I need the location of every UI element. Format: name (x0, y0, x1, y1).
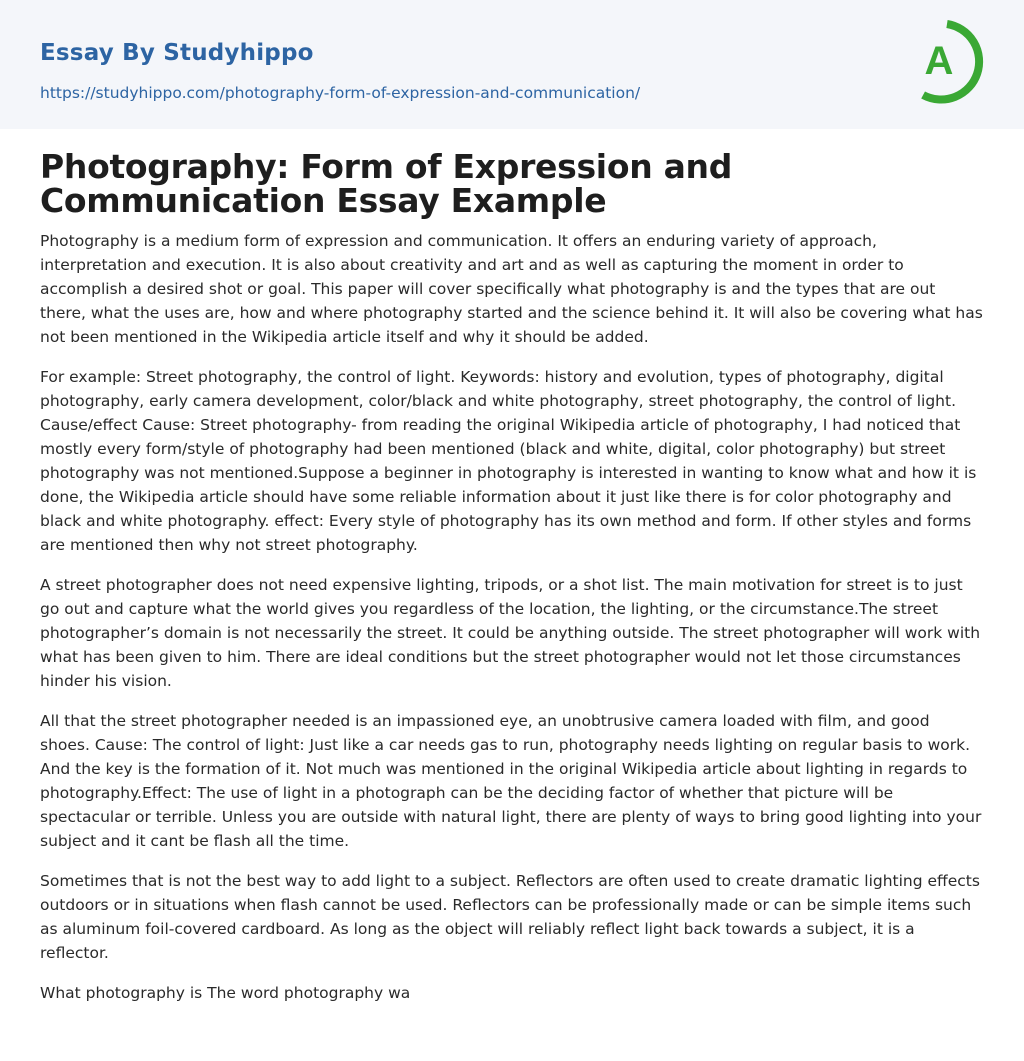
site-brand[interactable]: Essay By Studyhippo (40, 40, 314, 66)
site-header (0, 0, 1024, 129)
paragraph-1: Photography is a medium form of expression and communication. It offers an enduring variety of approach, interpretation and execution. It is also about creativity and art and as well as capturing the moment in order to accomplish a desired shot or goal. This paper will cover specifically what photography is and the types that are out there, what the uses are, how and where photography started and the science behind it. It will also be covering what has not been mentioned in the Wikipedia article itself and why it should be added. (40, 232, 983, 346)
studyhippo-logo-icon[interactable] (911, 18, 987, 106)
paragraph-3: A street photographer does not need expensive lighting, tripods, or a shot list. The main motivation for street is to just go out and capture what the world gives you regardless of the location, the lighting, or the circumstance.The street photographer’s domain is not necessarily the street. It could be anything outside. The street photographer will work with what has been given to him. There are ideal conditions but the street photographer would not let those circumstances hinder his vision. (40, 576, 981, 690)
paragraph-4: All that the street photographer needed is an impassioned eye, an unobtrusive camera loaded with film, and good shoes. Cause: The control of light: Just like a car needs gas to run, photography needs lighting on regular basis to work. And the key is the formation of it. Not much was mentioned in the original Wikipedia article about lighting in regards to photography.Effect: The use of light in a photograph can be the deciding factor of whether that picture will be spectacular or terrible. Unless you are outside with natural light, there are plenty of ways to bring good lighting into your subject and it cant be flash all the time. (40, 712, 982, 850)
paragraph-5: Sometimes that is not the best way to add light to a subject. Reflectors are often used to create dramatic lighting effects outdoors or in situations when flash cannot be used. Reflectors can be professionally made or can be simple items such as aluminum foil-covered cardboard. As long as the object will reliably reflect light back towards a subject, it is a reflector. (40, 872, 980, 962)
page-title: Photography: Form of Expression and Communication Essay Example (40, 147, 733, 220)
paragraph-6-truncated: What photography is The word photography wa (40, 984, 411, 1002)
article-body (40, 229, 984, 1021)
paragraph-2: For example: Street photography, the control of light. Keywords: history and evolution, types of photography, digital photography, early camera development, color/black and white photography, street photography, the control of light. Cause/effect Cause: Street photography- from reading the original Wikipedia article of photography, I had noticed that mostly every form/style of photography had been mentioned (black and white, digital, color photography) but street photography was not mentioned.Suppose a beginner in photography is interested in wanting to know what and how it is done, the Wikipedia article should have some reliable information about it just like there is for color photography and black and white photography. effect: Every style of photography has its own method and form. If other styles and forms are mentioned then why not street photography. (40, 368, 977, 554)
logo-letter: A (924, 39, 954, 83)
page-url-link[interactable]: https://studyhippo.com/photography-form-of-expression-and-communication/ (40, 84, 641, 102)
